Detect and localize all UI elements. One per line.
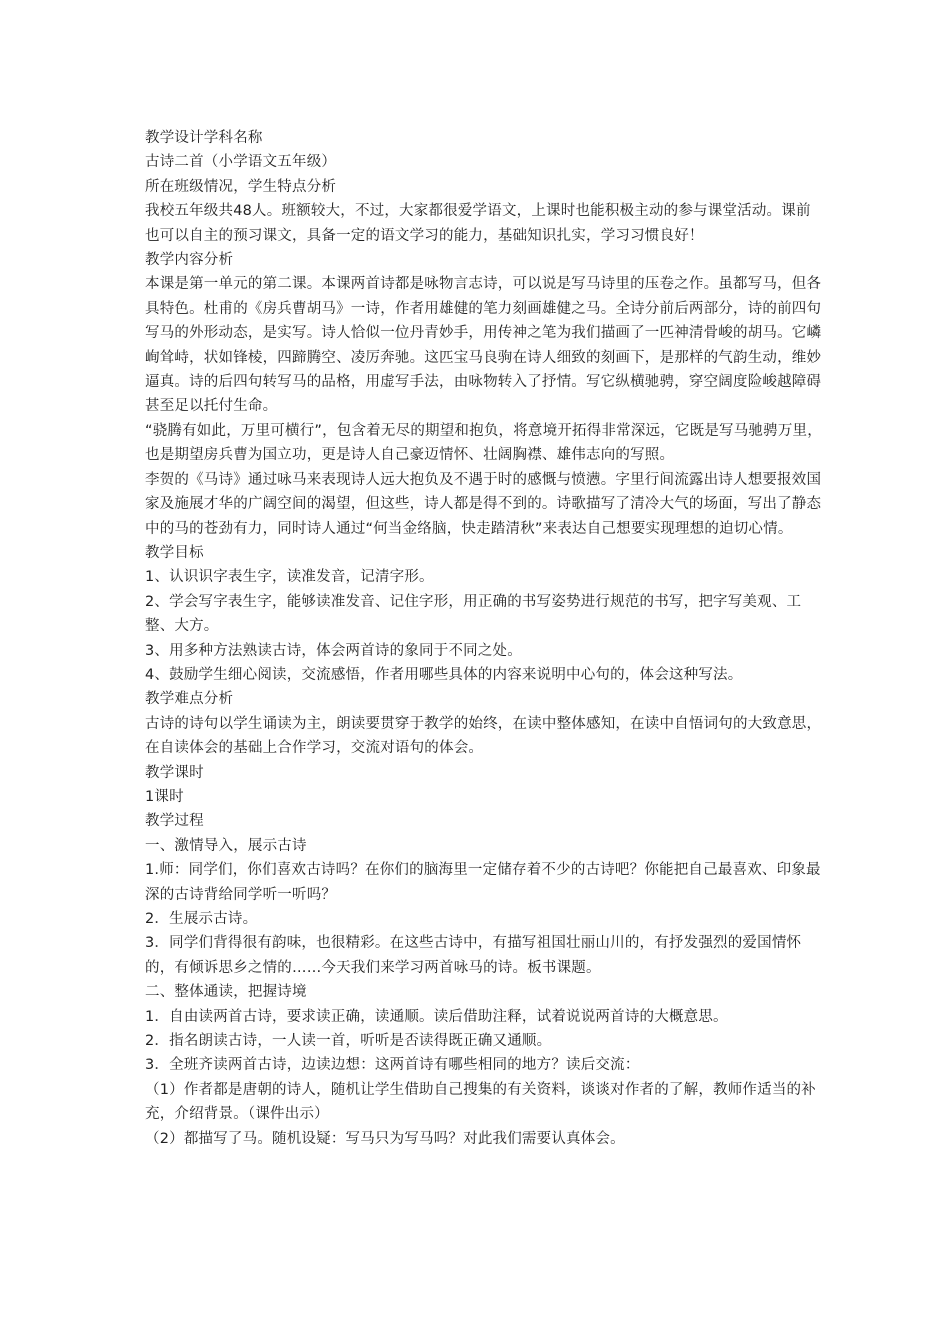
- process-step-1-heading: 一、激情导入，展示古诗: [145, 837, 307, 854]
- paragraph-periods: 1课时: [145, 788, 184, 805]
- section-heading-process: 教学过程: [145, 813, 204, 830]
- objective-item-3: 3、用多种方法熟读古诗，体会两首诗的象同于不同之处。: [145, 642, 522, 659]
- objective-item-1: 1、认识识字表生字，读准发音，记清字形。: [145, 569, 434, 586]
- paragraph-content-analysis-1: 本课是第一单元的第二课。本课两首诗都是咏物言志诗，可以说是写马诗里的压卷之作。虽都写马，但各具特色。杜甫的《房兵曹胡马》一诗，作者用雄健的笔力刻画雄健之马。全诗分前后两部分，诗的前四句写马的外形动态，是实写。诗人恰似一位丹青妙手，用传神之笔为我们描画了一匹神清骨峻的胡马。它嶙峋耸峙，状如锋棱，四蹄腾空、凌厉奔驰。这匹宝马良驹在诗人细致的刻画下，是那样的气韵生动，维妙逼真。诗的后四句转写马的品格，用虚写手法，由咏物转入了抒情。写它纵横驰骋，穿空阔度险峻越障碍甚至足以托付生命。: [145, 276, 822, 415]
- process-step-1-item-1: 1.师：同学们，你们喜欢古诗吗？在你们的脑海里一定储存着不少的古诗吧？你能把自己最喜欢、印象最深的古诗背给同学听一听吗？: [145, 862, 821, 903]
- document-page: [145, 126, 825, 1151]
- paragraph-content-analysis-2: “骁腾有如此，万里可横行”，包含着无尽的期望和抱负，将意境开拓得非常深远，它既是写马驰骋万里，也是期望房兵曹为国立功，更是诗人自己豪迈情怀、壮阔胸襟、雄伟志向的写照。: [145, 422, 822, 464]
- objective-item-2: 2、学会写字表生字，能够读准发音、记住字形，用正确的书写姿势进行规范的书写，把字写美观、工整、大方。: [145, 593, 802, 635]
- section-heading-periods: 教学课时: [145, 764, 204, 781]
- objective-item-4: 4、鼓励学生细心阅读，交流感悟，作者用哪些具体的内容来说明中心句的，体会这种写法。: [145, 666, 743, 683]
- section-heading-content-analysis: 教学内容分析: [145, 252, 234, 269]
- doc-title: 教学设计学科名称: [145, 130, 263, 146]
- paragraph-difficulty: 古诗的诗句以学生诵读为主，朗读要贯穿于教学的始终，在读中整体感知，在读中自悟词句的大致意思，在自读体会的基础上合作学习，交流对语句的体会。: [145, 715, 822, 757]
- section-heading-difficulty: 教学难点分析: [145, 691, 234, 708]
- process-step-2-item-1: 1．自由读两首古诗，要求读正确，读通顺。读后借助注释，试着说说两首诗的大概意思。: [145, 1008, 728, 1025]
- process-step-2-heading: 二、整体通读，把握诗境: [145, 984, 307, 1001]
- process-step-1-item-3: 3．同学们背得很有韵味，也很精彩。在这些古诗中，有描写祖国壮丽山川的，有抒发强烈的爱国情怀的，有倾诉思乡之情的……今天我们来学习两首咏马的诗。板书课题。: [145, 935, 802, 976]
- process-step-1-item-2: 2．生展示古诗。: [145, 911, 258, 927]
- section-heading-class-analysis: 所在班级情况，学生特点分析: [145, 178, 337, 195]
- process-step-2-item-3: 3．全班齐读两首古诗，边读边想：这两首诗有哪些相同的地方？读后交流：: [145, 1057, 640, 1074]
- process-step-2-item-2: 2．指名朗读古诗，一人读一首，听听是否读得既正确又通顺。: [145, 1033, 552, 1050]
- process-step-2-sub-2: （2）都描写了马。随机设疑：写马只为写马吗？对此我们需要认真体会。: [145, 1130, 625, 1147]
- lesson-title: 古诗二首（小学语文五年级）: [145, 154, 337, 171]
- process-step-2-sub-1: （1）作者都是唐朝的诗人，随机让学生借助自己搜集的有关资料，谈谈对作者的了解，教师作适当的补充，介绍背景。（课件出示）: [145, 1081, 816, 1123]
- section-heading-objectives: 教学目标: [145, 544, 204, 561]
- paragraph-content-analysis-3: 李贺的《马诗》通过咏马来表现诗人远大抱负及不遇于时的感慨与愤懑。字里行间流露出诗人想要报效国家及施展才华的广阔空间的渴望，但这些，诗人都是得不到的。诗歌描写了清冷大气的场面，写出了静态中的马的苍劲有力，同时诗人通过“何当金络脑，快走踏清秋”来表达自己想要实现理想的迫切心情。: [145, 471, 822, 537]
- paragraph-class-analysis: 我校五年级共48人。班额较大，不过，大家都很爱学语文，上课时也能积极主动的参与课堂活动。课前也可以自主的预习课文，具备一定的语文学习的能力，基础知识扎实，学习习惯良好！: [145, 203, 811, 244]
